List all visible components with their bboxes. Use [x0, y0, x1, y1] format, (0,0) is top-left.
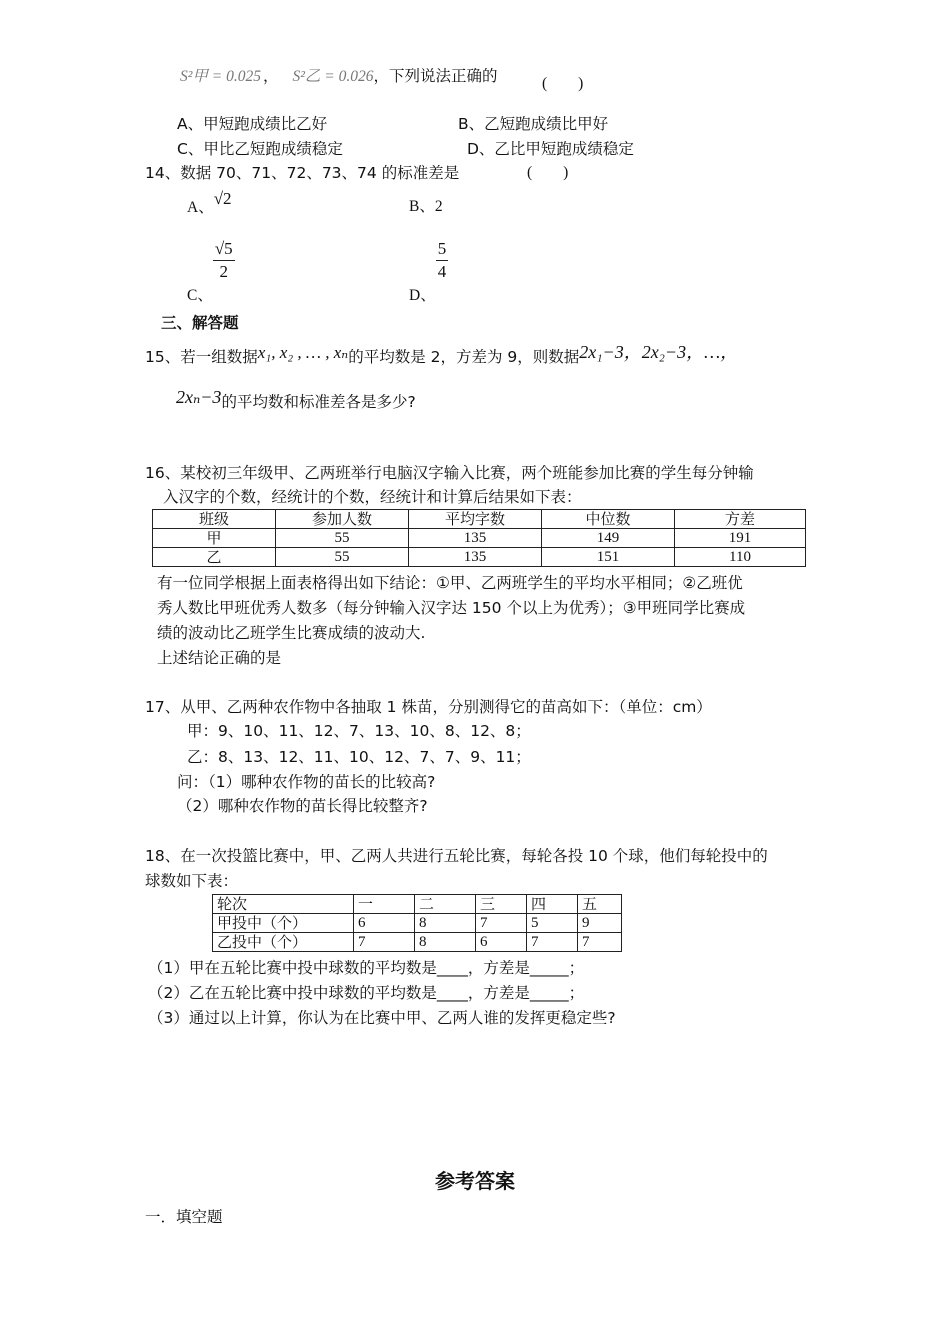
q16-cell: 135: [409, 529, 542, 548]
q14-option-a-label: A、: [187, 199, 214, 216]
q18-th-5: 五: [578, 895, 622, 914]
q13-stem-line: [180, 66, 498, 87]
q16-conclusion-4: 上述结论正确的是: [157, 649, 282, 667]
q16-conclusion-3: 绩的波动比乙班学生比赛成绩的波动大.: [157, 624, 426, 642]
q14-option-d-fraction: [436, 238, 449, 283]
q18-cell: 8: [415, 914, 476, 933]
q18-cell: 9: [578, 914, 622, 933]
q18-cell: 7: [354, 933, 415, 952]
q15-line1: [145, 342, 739, 367]
q18-table: [212, 894, 622, 952]
variance-yi: S²乙 = 0.026: [292, 68, 374, 85]
q15-mid: 的平均数是 2，方差为 9，则数据: [348, 348, 580, 366]
table-row: [213, 914, 622, 933]
q16-cell: 135: [409, 548, 542, 567]
q18-sub-3: （3）通过以上计算，你认为在比赛中甲、乙两人谁的发挥更稳定些?: [148, 1009, 616, 1027]
q15-line2: [176, 387, 416, 412]
q16-cell: 151: [542, 548, 675, 567]
q15-expr-n: 2xₙ−3: [176, 387, 222, 407]
variance-jia: S²甲 = 0.025: [180, 68, 261, 85]
q14-option-c-fraction: [213, 238, 235, 283]
q16-conclusion-2: 秀人数比甲班优秀人数多（每分钟输入汉字达 150 个以上为优秀）；③甲班同学比赛成: [157, 599, 746, 617]
q16-cell: 55: [276, 548, 409, 567]
q16-cell: 149: [542, 529, 675, 548]
q16-table: [152, 509, 806, 567]
q14-option-c-denominator: 2: [219, 262, 229, 281]
q16-line2: 入汉字的个数，经统计的个数，经统计和计算后结果如下表：: [163, 488, 582, 506]
q14-option-b: B、2: [409, 198, 443, 215]
q18-sub-1: （1）甲在五轮比赛中投中球数的平均数是____，方差是_____；: [148, 959, 585, 977]
q18-cell: 8: [415, 933, 476, 952]
q16-th-variance: 方差: [675, 510, 806, 529]
q18-line2: 球数如下表：: [145, 872, 239, 890]
q15-pre: 15、若一组数据: [145, 348, 258, 366]
q13-stem-tail: ，下列说法正确的: [373, 67, 498, 85]
q17-question-1: 问：（1）哪种农作物的苗长的比较高?: [177, 773, 436, 791]
answers-section-fill: 一．填空题: [145, 1208, 223, 1226]
q15-tail: 的平均数和标准差各是多少?: [221, 393, 416, 411]
q13-option-a: A、甲短跑成绩比乙好: [177, 115, 328, 133]
q17-yi-data: 乙：8、13、12、11、10、12、7、7、9、11；: [187, 748, 531, 766]
q14-option-d: [409, 238, 448, 305]
q17-jia-data: 甲：9、10、11、12、7、13、10、8、12、8；: [187, 722, 531, 740]
q18-th-1: 一: [354, 895, 415, 914]
q18-cell: 5: [527, 914, 578, 933]
section-heading-solve: 三、解答题: [161, 314, 239, 332]
table-row: [153, 548, 806, 567]
q16-th-average: 平均字数: [409, 510, 542, 529]
q14-option-d-label: D、: [409, 287, 436, 305]
table-row: [213, 933, 622, 952]
q14-stem: 14、数据 70、71、72、73、74 的标准差是: [145, 164, 460, 182]
q18-cell: 乙投中（个）: [213, 933, 354, 952]
q18-cell: 7: [476, 914, 527, 933]
table-row: [153, 529, 806, 548]
q16-conclusion-1: 有一位同学根据上面表格得出如下结论：①甲、乙两班学生的平均水平相同；②乙班优: [157, 574, 743, 592]
q16-cell: 甲: [153, 529, 276, 548]
q14-option-a: [187, 189, 232, 218]
q16-th-participants: 参加人数: [276, 510, 409, 529]
q14-option-a-math: √2: [213, 189, 232, 208]
q14-option-d-numerator: 5: [436, 238, 449, 261]
q16-th-class: 班级: [153, 510, 276, 529]
q18-th-round: 轮次: [213, 895, 354, 914]
q15-exprs: 2x₁−3，2x₂−3，…，: [579, 342, 739, 362]
q18-cell: 6: [354, 914, 415, 933]
q14-option-c-numerator: √5: [213, 238, 235, 261]
q18-cell: 7: [527, 933, 578, 952]
q14-option-c-label: C、: [187, 287, 213, 305]
q16-table-header: [153, 510, 806, 529]
q18-cell: 甲投中（个）: [213, 914, 354, 933]
q16-cell: 55: [276, 529, 409, 548]
q14-option-c: [187, 238, 235, 305]
q18-th-2: 二: [415, 895, 476, 914]
q18-table-header: [213, 895, 622, 914]
q16-cell: 110: [675, 548, 806, 567]
q13-option-c: C、甲比乙短跑成绩稳定: [177, 140, 343, 158]
q16-th-median: 中位数: [542, 510, 675, 529]
q18-sub-2: （2）乙在五轮比赛中投中球数的平均数是____，方差是_____；: [148, 984, 585, 1002]
q14-answer-paren: ( ): [527, 164, 569, 181]
q16-line1: 16、某校初三年级甲、乙两班举行电脑汉字输入比赛，两个班能参加比赛的学生每分钟输: [145, 464, 754, 482]
q13-option-b: B、乙短跑成绩比甲好: [458, 115, 609, 133]
q16-cell: 191: [675, 529, 806, 548]
q13-answer-paren: ( ): [542, 75, 584, 92]
q18-line1: 18、在一次投篮比赛中，甲、乙两人共进行五轮比赛，每轮各投 10 个球，他们每轮投中的: [145, 847, 768, 865]
q14-option-d-denominator: 4: [437, 262, 447, 281]
q16-cell: 乙: [153, 548, 276, 567]
q17-question-2: （2）哪种农作物的苗长得比较整齐?: [177, 797, 428, 815]
q13-separator: ，: [262, 67, 279, 85]
q18-cell: 7: [578, 933, 622, 952]
q18-th-3: 三: [476, 895, 527, 914]
q13-option-d: D、乙比甲短跑成绩稳定: [467, 140, 634, 158]
q17-stem: 17、从甲、乙两种农作物中各抽取 1 株苗，分别测得它的苗高如下：（单位：cm）: [145, 698, 712, 716]
answers-title: 参考答案: [435, 1169, 515, 1193]
q18-th-4: 四: [527, 895, 578, 914]
q15-vars: x₁, x₂ , … , xₙ: [257, 343, 349, 362]
q18-cell: 6: [476, 933, 527, 952]
